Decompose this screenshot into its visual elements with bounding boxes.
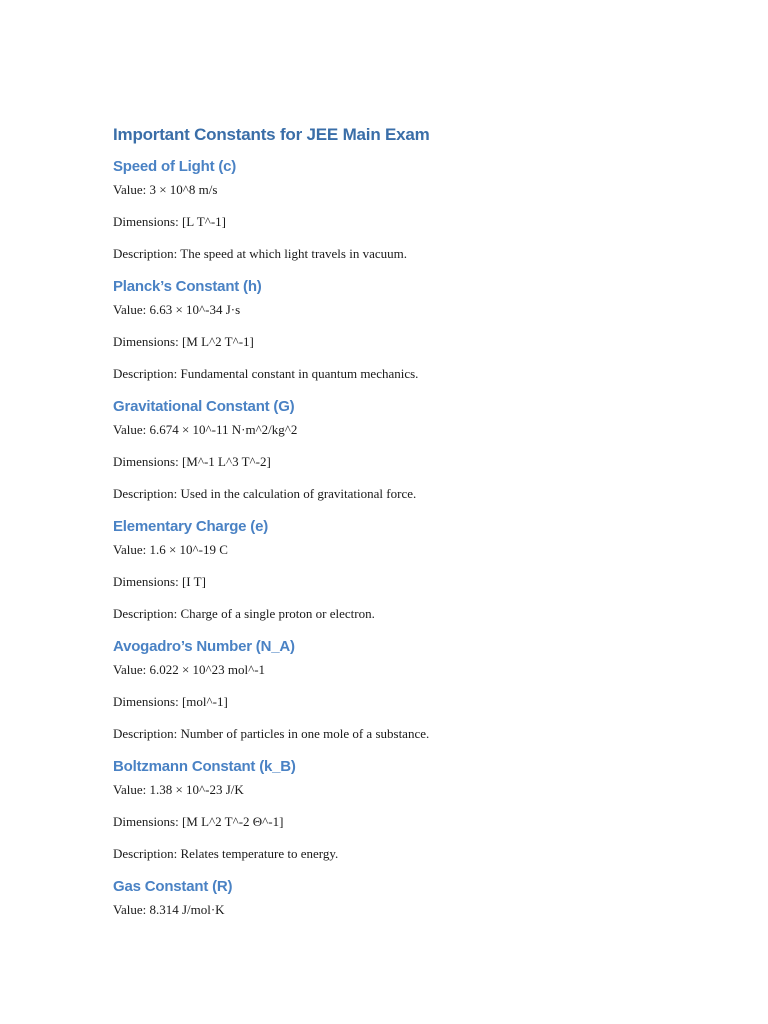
dimensions-text: Dimensions: [L T^-1]	[113, 214, 226, 229]
section-heading: Elementary Charge (e)	[113, 518, 269, 535]
section-heading: Gravitational Constant (G)	[113, 398, 295, 415]
value-text: Value: 8.314 J/mol·K	[113, 902, 225, 917]
description-text: Description: Relates temperature to energy.	[113, 846, 339, 861]
value-text: Value: 6.674 × 10^-11 N·m^2/kg^2	[113, 422, 298, 437]
description-text: Description: The speed at which light travels in vacuum.	[113, 246, 407, 261]
value-text: Value: 6.022 × 10^23 mol^-1	[113, 662, 266, 677]
value-text: Value: 6.63 × 10^-34 J·s	[113, 302, 241, 317]
description-text: Description: Fundamental constant in quantum mechanics.	[113, 366, 419, 381]
section-heading: Planck’s Constant (h)	[113, 278, 262, 295]
value-text: Value: 1.6 × 10^-19 C	[113, 542, 228, 557]
dimensions-text: Dimensions: [M^-1 L^3 T^-2]	[113, 454, 271, 469]
document-title: Important Constants for JEE Main Exam	[113, 125, 430, 144]
section-heading: Avogadro’s Number (N_A)	[113, 638, 295, 655]
section-plancks-constant	[113, 277, 688, 383]
description-text: Description: Charge of a single proton or electron.	[113, 606, 375, 621]
section-boltzmann-constant	[113, 757, 688, 863]
description-text: Description: Used in the calculation of gravitational force.	[113, 486, 417, 501]
dimensions-text: Dimensions: [mol^-1]	[113, 694, 228, 709]
dimensions-text: Dimensions: [M L^2 T^-2 Θ^-1]	[113, 814, 284, 829]
value-text: Value: 3 × 10^8 m/s	[113, 182, 218, 197]
description-text: Description: Number of particles in one mole of a substance.	[113, 726, 430, 741]
dimensions-text: Dimensions: [I T]	[113, 574, 206, 589]
section-heading: Speed of Light (c)	[113, 158, 237, 175]
section-heading: Boltzmann Constant (k_B)	[113, 758, 296, 775]
section-heading: Gas Constant (R)	[113, 878, 233, 895]
section-elementary-charge	[113, 517, 688, 623]
section-avogadros-number	[113, 637, 688, 743]
value-text: Value: 1.38 × 10^-23 J/K	[113, 782, 244, 797]
section-speed-of-light	[113, 157, 688, 263]
section-gas-constant	[113, 877, 688, 919]
dimensions-text: Dimensions: [M L^2 T^-1]	[113, 334, 254, 349]
section-gravitational-constant	[113, 397, 688, 503]
